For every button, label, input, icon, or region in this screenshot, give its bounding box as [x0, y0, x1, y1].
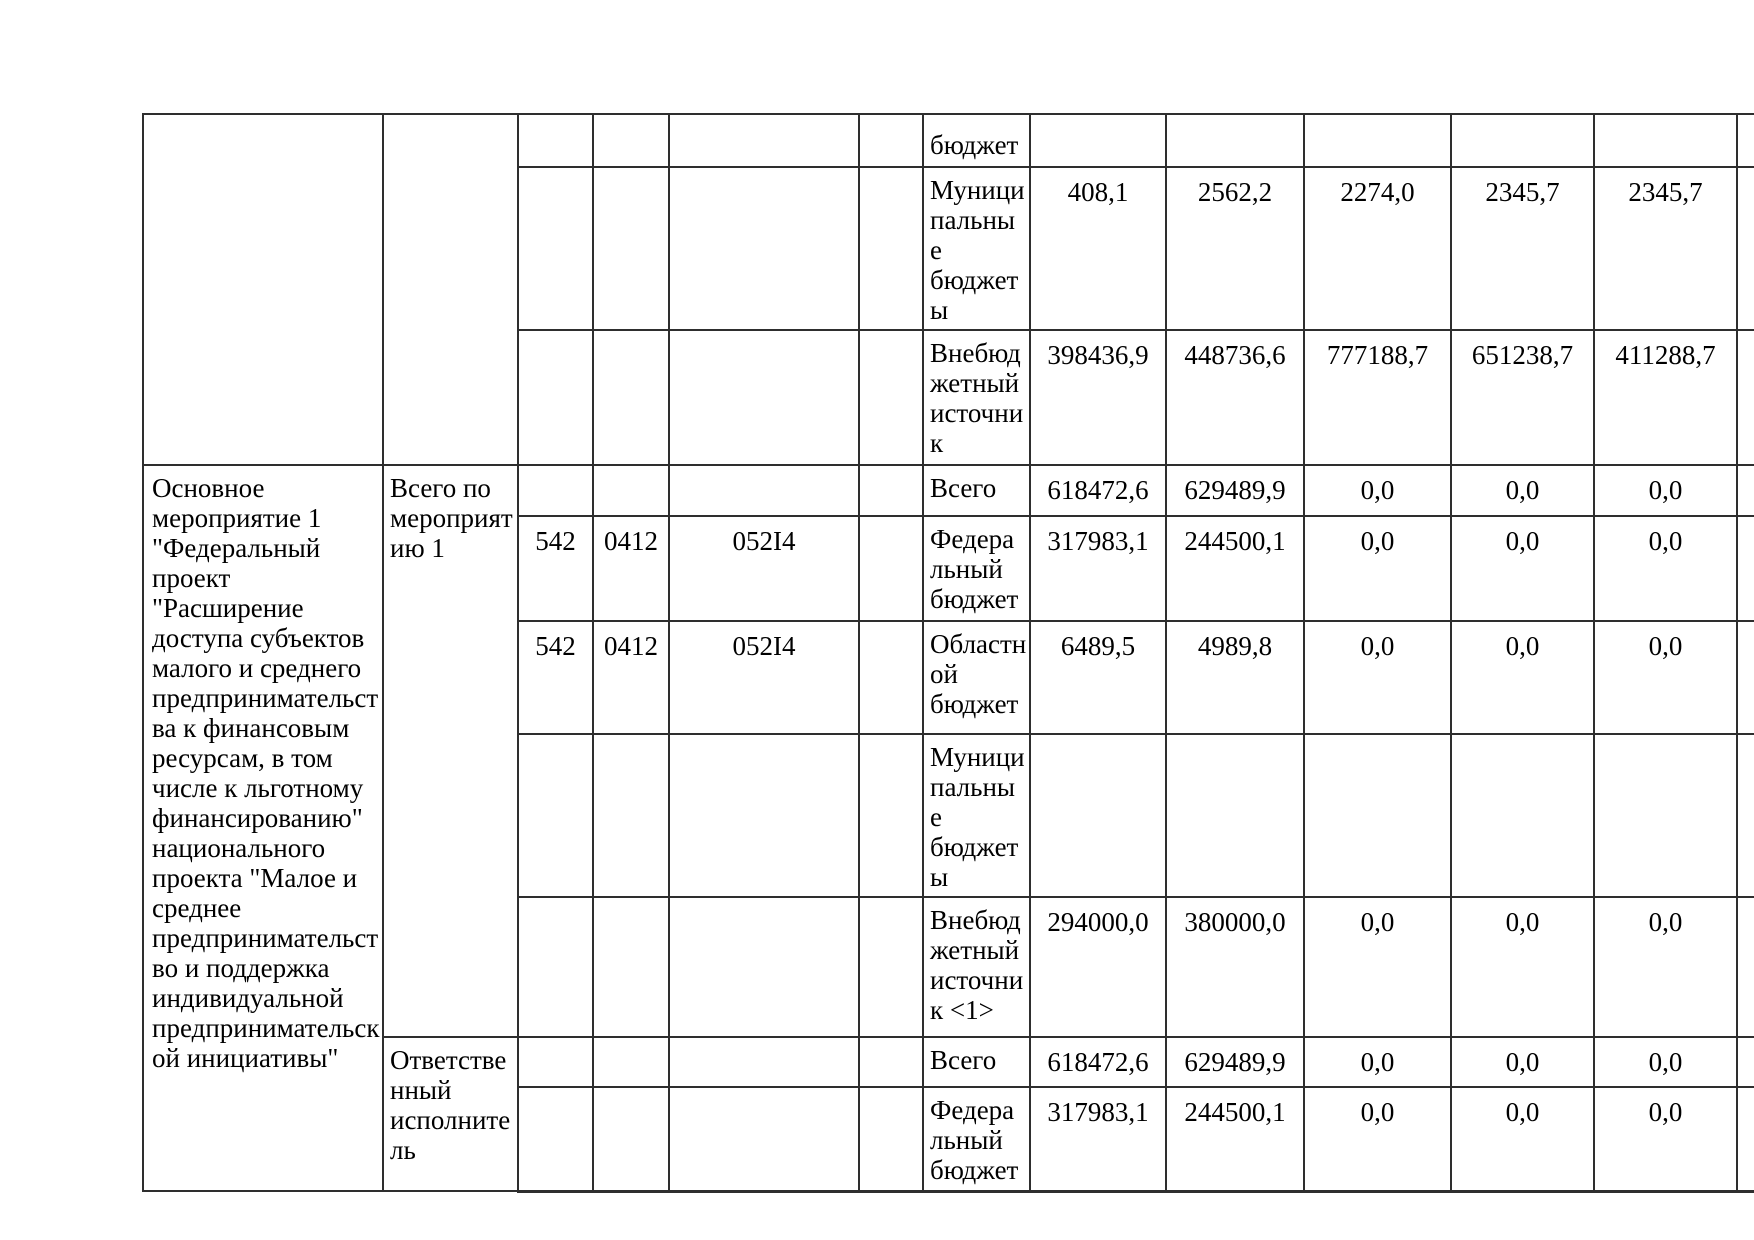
cell-amount: 380000,0 — [1166, 897, 1304, 1037]
cell-amount: 777188,7 — [1304, 330, 1451, 465]
cell-code-gebd — [518, 1087, 593, 1191]
cell-budget-source: Муниципальные бюджеты — [923, 734, 1030, 897]
cell-code-vr — [859, 516, 923, 621]
cell-amount: 0,0 — [1451, 516, 1594, 621]
cell-budget-source: Всего — [923, 1037, 1030, 1087]
cell-code-csr — [669, 465, 859, 516]
cell-code-gebd — [518, 167, 593, 330]
cell-amount — [1304, 734, 1451, 897]
cell-amount: 6489,5 — [1030, 621, 1166, 734]
cell-code-gebd — [518, 114, 593, 167]
cell-code-vr — [859, 465, 923, 516]
cell-amount-cutoff — [1737, 734, 1754, 897]
table-row — [143, 114, 1754, 167]
cell-code-vr — [859, 330, 923, 465]
cell-amount — [1594, 734, 1737, 897]
cell-code-gebd — [518, 734, 593, 897]
cell-code-rz — [593, 1037, 669, 1087]
cell-amount: 618472,6 — [1030, 465, 1166, 516]
cell-code-rz — [593, 330, 669, 465]
cell-budget-source: Внебюджетный источник — [923, 330, 1030, 465]
cell-code-vr — [859, 114, 923, 167]
table-row — [143, 1037, 1754, 1087]
cell-budget-source: Федеральный бюджет — [923, 1087, 1030, 1191]
cell-amount: 0,0 — [1304, 465, 1451, 516]
cell-amount-cutoff — [1737, 330, 1754, 465]
cell-amount: 0,0 — [1594, 1087, 1737, 1191]
cell-code-gebd — [518, 1037, 593, 1087]
cell-amount: 0,0 — [1451, 465, 1594, 516]
cell-amount: 448736,6 — [1166, 330, 1304, 465]
cell-code-rz — [593, 465, 669, 516]
cell-budget-source: Федеральный бюджет — [923, 516, 1030, 621]
cell-amount-cutoff — [1737, 167, 1754, 330]
cell-amount — [1166, 114, 1304, 167]
cell-code-vr — [859, 621, 923, 734]
cell-amount: 317983,1 — [1030, 1087, 1166, 1191]
cell-amount: 244500,1 — [1166, 1087, 1304, 1191]
cell-budget-source: Областной бюджет — [923, 621, 1030, 734]
cell-amount — [1594, 114, 1737, 167]
table-row — [143, 465, 1754, 516]
cell-amount: 0,0 — [1304, 516, 1451, 621]
cell-amount: 651238,7 — [1451, 330, 1594, 465]
cell-code-csr — [669, 167, 859, 330]
cell-code-csr — [669, 897, 859, 1037]
cell-amount: 0,0 — [1451, 897, 1594, 1037]
cell-amount: 244500,1 — [1166, 516, 1304, 621]
cell-amount: 317983,1 — [1030, 516, 1166, 621]
cell-executor-label: Ответственный исполнитель — [383, 1037, 518, 1191]
cell-amount-cutoff — [1737, 516, 1754, 621]
cell-code-rz: 0412 — [593, 621, 669, 734]
cell-amount: 0,0 — [1594, 465, 1737, 516]
cell-activity-continuation — [143, 114, 383, 465]
cell-amount: 408,1 — [1030, 167, 1166, 330]
cell-amount: 0,0 — [1451, 621, 1594, 734]
cell-amount: 2345,7 — [1451, 167, 1594, 330]
cell-code-csr: 052I4 — [669, 516, 859, 621]
cell-amount: 0,0 — [1594, 516, 1737, 621]
cell-amount: 294000,0 — [1030, 897, 1166, 1037]
cell-amount: 0,0 — [1451, 1037, 1594, 1087]
cell-budget-source: Всего — [923, 465, 1030, 516]
cell-amount: 411288,7 — [1594, 330, 1737, 465]
cell-amount: 0,0 — [1451, 1087, 1594, 1191]
cell-code-csr — [669, 1037, 859, 1087]
cell-amount — [1030, 114, 1166, 167]
cell-amount — [1451, 734, 1594, 897]
cell-amount: 618472,6 — [1030, 1037, 1166, 1087]
cell-amount: 0,0 — [1304, 1087, 1451, 1191]
cell-amount-cutoff — [1737, 897, 1754, 1037]
cell-code-gebd — [518, 330, 593, 465]
cell-amount — [1166, 734, 1304, 897]
cell-amount-cutoff — [1737, 114, 1754, 167]
cell-code-vr — [859, 734, 923, 897]
cell-amount: 2274,0 — [1304, 167, 1451, 330]
cell-code-rz — [593, 167, 669, 330]
cell-code-csr — [669, 330, 859, 465]
cell-activity-title: Основное мероприятие 1 "Федеральный проект "Расширение доступа субъектов малого и среднего предпринимательства к финансовым ресурсам, в том числе к льготному финансированию" национального проекта "Малое и среднее предпринимательство и поддержка индивидуальной предпринимательской инициативы" — [143, 465, 383, 1191]
cell-code-rz — [593, 1087, 669, 1191]
cell-amount: 398436,9 — [1030, 330, 1166, 465]
cell-code-vr — [859, 1037, 923, 1087]
cell-code-rz — [593, 734, 669, 897]
cell-amount: 629489,9 — [1166, 1037, 1304, 1087]
cell-budget-source: Внебюджетный источник <1> — [923, 897, 1030, 1037]
cell-code-csr — [669, 734, 859, 897]
cell-amount — [1030, 734, 1166, 897]
cell-amount-cutoff — [1737, 1037, 1754, 1087]
cell-group-label: Всего по мероприятию 1 — [383, 465, 518, 1037]
cell-code-gebd — [518, 897, 593, 1037]
cell-amount: 2562,2 — [1166, 167, 1304, 330]
cell-amount: 2345,7 — [1594, 167, 1737, 330]
cell-code-gebd: 542 — [518, 621, 593, 734]
cell-code-rz — [593, 114, 669, 167]
cell-code-rz: 0412 — [593, 516, 669, 621]
cell-amount: 0,0 — [1594, 1037, 1737, 1087]
cell-amount: 0,0 — [1594, 897, 1737, 1037]
cell-code-csr: 052I4 — [669, 621, 859, 734]
cell-amount — [1304, 114, 1451, 167]
cell-code-vr — [859, 167, 923, 330]
cell-code-gebd: 542 — [518, 516, 593, 621]
cell-code-csr — [669, 1087, 859, 1191]
cell-amount: 4989,8 — [1166, 621, 1304, 734]
cell-code-rz — [593, 897, 669, 1037]
cell-amount: 0,0 — [1304, 621, 1451, 734]
cell-code-csr — [669, 114, 859, 167]
cell-amount: 0,0 — [1594, 621, 1737, 734]
cell-amount — [1451, 114, 1594, 167]
cell-amount-cutoff — [1737, 465, 1754, 516]
cell-code-vr — [859, 897, 923, 1037]
budget-table — [142, 113, 1754, 1193]
cell-budget-source: Муниципальные бюджеты — [923, 167, 1030, 330]
cell-amount: 0,0 — [1304, 897, 1451, 1037]
cell-code-vr — [859, 1087, 923, 1191]
cell-amount: 629489,9 — [1166, 465, 1304, 516]
cell-amount-cutoff — [1737, 1087, 1754, 1191]
cell-amount-cutoff — [1737, 621, 1754, 734]
cell-budget-source: бюджет — [923, 114, 1030, 167]
cell-code-gebd — [518, 465, 593, 516]
cell-group-continuation — [383, 114, 518, 465]
cell-amount: 0,0 — [1304, 1037, 1451, 1087]
